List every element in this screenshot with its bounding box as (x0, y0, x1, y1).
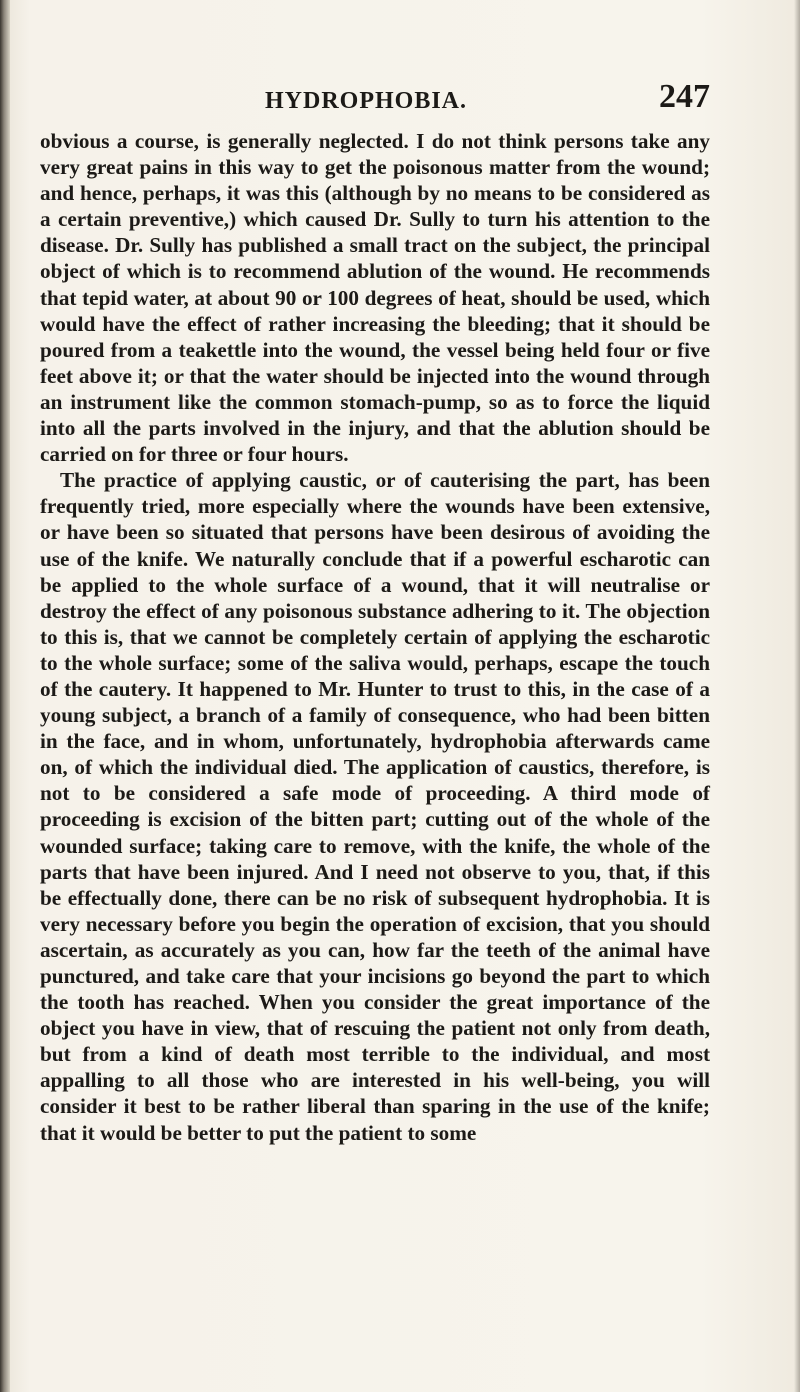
running-head-title: HYDROPHOBIA. (265, 88, 468, 114)
page-number: 247 (659, 78, 710, 115)
body-text (40, 128, 710, 1146)
running-head (40, 78, 710, 118)
paragraph-1: obvious a course, is generally neglected. I do not think persons take any very great pains in this way to get the poisonous matter from the wound; and hence, perhaps, it was this (although by no means to be considered as a certain preventive,) which caused Dr. Sully to turn his attention to the disease. Dr. Sully has published a small tract on the subject, the principal object of which is to recommend ablution of the wound. He recommends that tepid water, at about 90 or 100 degrees of heat, should be used, which would have the effect of rather increasing the bleeding; that it should be poured from a teakettle into the wound, the vessel being held four or five feet above it; or that the water should be injected into the wound through an instrument like the common stomach-pump, so as to force the liquid into all the parts involved in the injury, and that the ablution should be carried on for three or four hours. (40, 129, 710, 467)
page-right-edge (794, 0, 800, 1392)
paragraph-2: The practice of applying caustic, or of cauterising the part, has been frequently tried, more especially where the wounds have been extensive, or have been so situated that persons have been desirous of avoiding the use of the knife. We naturally conclude that if a powerful escharotic can be applied to the whole surface of a wound, that it will neutralise or destroy the effect of any poisonous substance adhering to it. The objection to this is, that we cannot be completely certain of applying the escharotic to the whole surface; some of the saliva would, perhaps, escape the touch of the cautery. It happened to Mr. Hunter to trust to this, in the case of a young subject, a branch of a family of consequence, who had been bitten in the face, and in whom, unfortunately, hydrophobia afterwards came on, of which the individual died. The application of caustics, therefore, is not to be considered a safe mode of proceeding. A third mode of proceeding is excision of the bitten part; cutting out of the whole of the wounded surface; taking care to remove, with the knife, the whole of the parts that have been injured. And I need not observe to you, that, if this be effectually done, there can be no risk of subsequent hydrophobia. It is very necessary before you begin the operation of excision, that you should ascertain, as accurately as you can, how far the teeth of the animal have punctured, and take care that your incisions go beyond the part to which the tooth has reached. When you consider the great importance of the object you have in view, that of rescuing the patient not only from death, but from a kind of death most terrible to the individual, and most appalling to all those who are interested in his well-being, you will consider it best to be rather liberal than sparing in the use of the knife; that it would be better to put the patient to some (40, 468, 710, 1145)
page-binding-edge (0, 0, 10, 1392)
